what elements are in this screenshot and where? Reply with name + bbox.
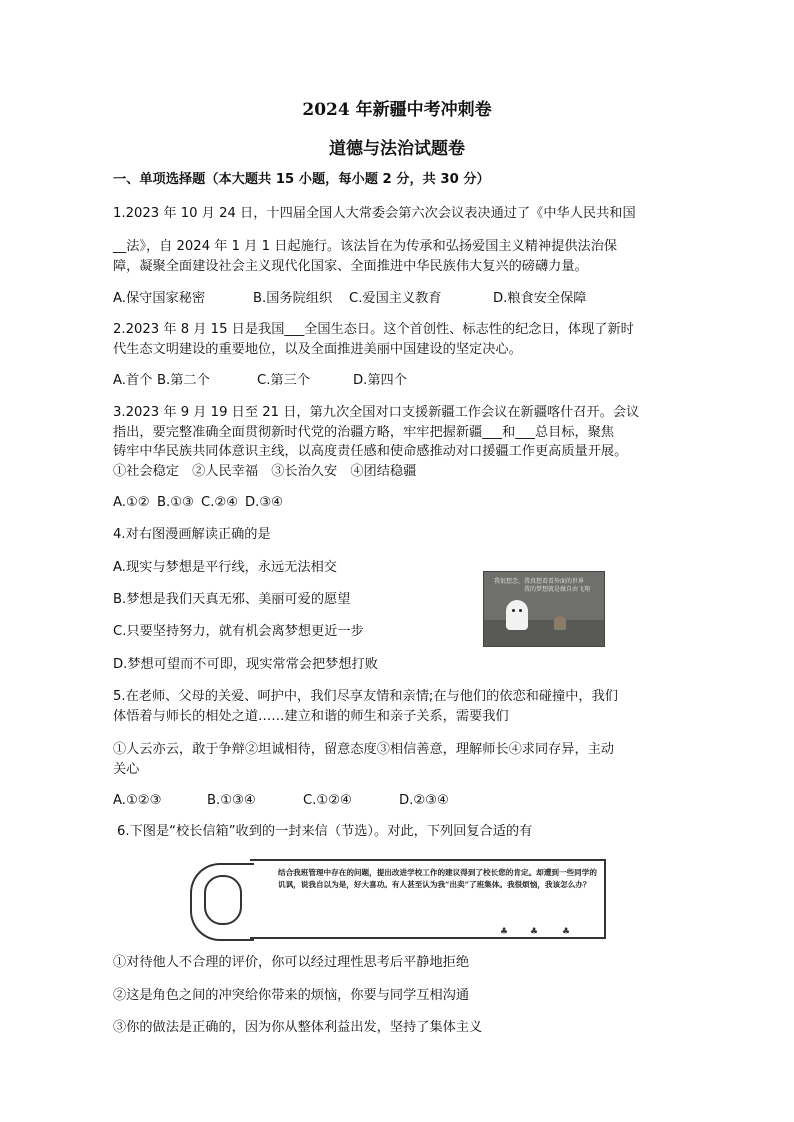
- exam-subtitle: 道德与法治试题卷: [329, 139, 465, 159]
- q3-option-b[interactable]: B.①③: [157, 495, 194, 510]
- q1-option-c[interactable]: C.爱国主义教育: [349, 291, 442, 306]
- exam-title: 2024 年新疆中考冲刺卷: [302, 100, 492, 120]
- q5-options: [113, 790, 693, 812]
- q4-option-a[interactable]: A.现实与梦想是平行线，永远无法相交: [113, 560, 337, 575]
- q2-option-c[interactable]: C.第三个: [257, 373, 310, 388]
- q1-option-a[interactable]: A.保守国家秘密: [113, 291, 206, 306]
- q5-line-3: ①人云亦云，敢于争辩②坦诚相待，留意态度③相信善意，理解师长④求同存异，主动: [113, 742, 615, 757]
- q5-line-4: 关心: [113, 762, 140, 777]
- q3-line-1: 3.2023 年 9 月 19 日至 21 日，第九次全国对口支援新疆工作会议在新疆喀什召开。会议: [113, 405, 640, 420]
- q2-line-2: 代生态文明建设的重要地位，以及全面推进美丽中国建设的坚定决心。: [113, 342, 522, 357]
- q6-stem: 6.下图是“校长信箱”收到的一封来信（节选）。对此，下列回复合适的有: [117, 824, 533, 839]
- q5-option-c[interactable]: C.①②④: [303, 793, 352, 808]
- comic-small-character: [554, 616, 566, 630]
- q3-line-3: 铸牢中华民族共同体意识主线，以高度责任感和使命感推动对口援疆工作更高质量开展。: [113, 444, 628, 459]
- q3-line-2: 指出，要完整准确全面贯彻新时代党的治疆方略，牢牢把握新疆___和___总目标，聚焦: [113, 425, 615, 440]
- ghost-eye-icon: [519, 609, 522, 612]
- leaf-icon: ♣: [562, 927, 571, 937]
- comic-caption: [494, 578, 590, 594]
- q6-item-3: ③你的做法是正确的，因为你从整体利益出发，坚持了集体主义: [113, 1020, 483, 1035]
- q1-options: [113, 288, 693, 310]
- comic-caption-line-2: 我的梦想就是做自由飞翔: [524, 586, 591, 593]
- q2-options: [113, 370, 693, 392]
- q6-item-1: ①对待他人不合理的评价，你可以经过理性思考后平静地拒绝: [113, 955, 470, 970]
- leaf-icon: ♣: [530, 927, 539, 937]
- q1-option-d[interactable]: D.粮食安全保障: [493, 291, 587, 306]
- q5-option-a[interactable]: A.①②③: [113, 793, 162, 808]
- q3-option-c[interactable]: C.②④: [201, 495, 239, 510]
- q1-line-3: 障，凝聚全面建设社会主义现代化国家、全面推进中华民族伟大复兴的磅礴力量。: [113, 259, 588, 274]
- q1-option-b[interactable]: B.国务院组织: [253, 291, 333, 306]
- q5-line-2: 体悟着与师长的相处之道……建立和谐的师生和亲子关系，需要我们: [113, 709, 509, 724]
- q3-option-d[interactable]: D.③④: [245, 495, 283, 510]
- q4-option-b[interactable]: B.梦想是我们天真无邪、美丽可爱的愿望: [113, 592, 351, 607]
- letter-text: 结合我班管理中存在的问题，提出改进学校工作的建议得到了校长您的肯定。却遭到一些同学的讥讽，说我自以为是，好大喜功。有人甚至认为我“出卖”了班集体。我很烦恼，我该怎么办？: [278, 868, 597, 889]
- dream-comic-image: [483, 571, 605, 647]
- q2-line-1: 2.2023 年 8 月 15 日是我国___全国生态日。这个首创性、标志性的纪念日，体现了新时: [113, 322, 634, 337]
- section-heading: 一、单项选择题（本大题共 15 小题，每小题 2 分，共 30 分）: [113, 172, 490, 187]
- q2-option-b[interactable]: B.第二个: [157, 373, 210, 388]
- q1-line-2: __法》，自 2024 年 1 月 1 日起施行。该法旨在为传承和弘扬爱国主义精神提供法治保: [113, 239, 618, 254]
- q4-option-c[interactable]: C.只要坚持努力，就有机会离梦想更近一步: [113, 624, 364, 639]
- q2-option-d[interactable]: D.第四个: [353, 373, 407, 388]
- q5-option-b[interactable]: B.①③④: [207, 793, 256, 808]
- q3-options: [113, 492, 693, 514]
- q1-line-1: 1.2023 年 10 月 24 日，十四届全国人大常委会第六次会议表决通过了《中华人民共和国: [113, 206, 636, 221]
- q5-line-1: 5.在老师、父母的关爱、呵护中，我们尽享友情和亲情;在与他们的依恋和碰撞中，我们: [113, 689, 618, 704]
- comic-ground: [484, 620, 604, 646]
- principal-letter-image: [190, 857, 608, 939]
- q4-stem: 4.对右图漫画解读正确的是: [113, 527, 271, 542]
- q4-option-d[interactable]: D.梦想可望而不可即，现实常常会把梦想打败: [113, 657, 378, 672]
- q3-option-a[interactable]: A.①②: [113, 495, 150, 510]
- q3-line-4: ①社会稳定 ②人民幸福 ③长治久安 ④团结稳疆: [113, 464, 417, 479]
- q2-option-a[interactable]: A.首个: [113, 373, 153, 388]
- comic-ghost-character: [506, 600, 528, 630]
- ghost-eye-icon: [512, 609, 515, 612]
- comic-caption-line-1: 我很想念，我真想看看外面的世界: [494, 578, 585, 585]
- scroll-curl-icon: [204, 875, 242, 925]
- q5-option-d[interactable]: D.②③④: [399, 793, 449, 808]
- leaf-icon: ♣: [500, 927, 509, 937]
- q6-item-2: ②这是角色之间的冲突给你带来的烦恼，你要与同学互相沟通: [113, 988, 470, 1003]
